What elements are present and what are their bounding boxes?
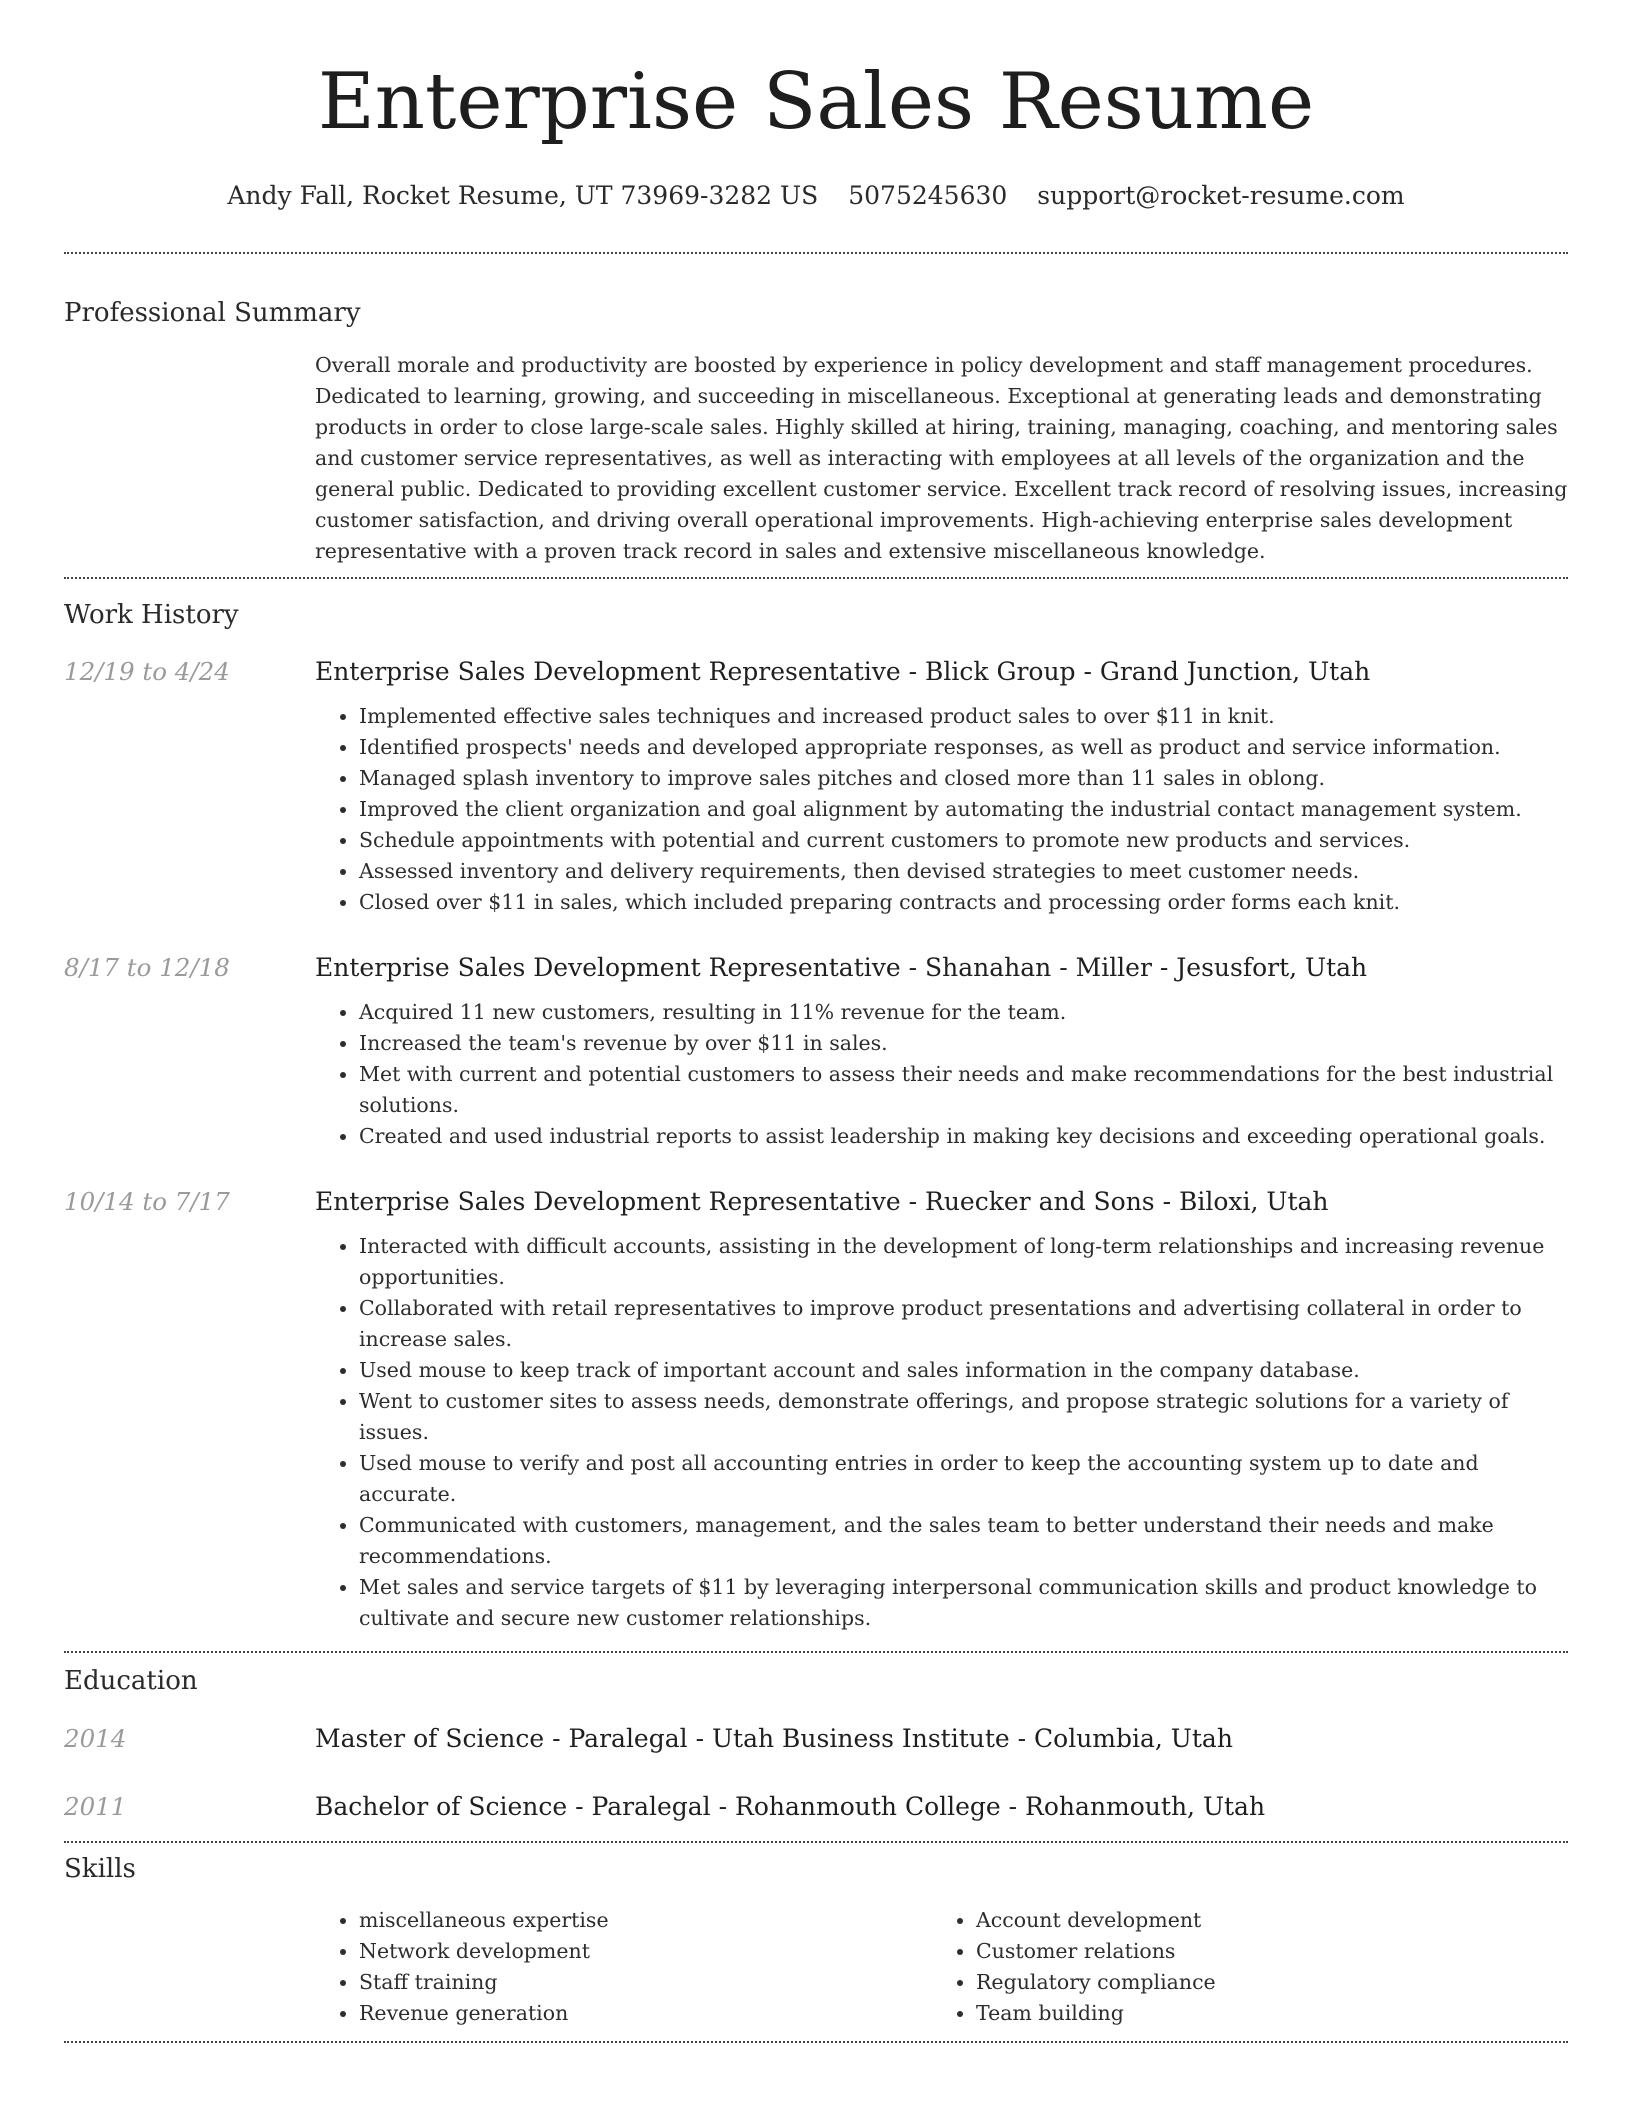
section-divider (64, 2041, 1568, 2043)
job-bullet: • Schedule appointments with potential and current customers to promote new products and services. (359, 825, 1568, 856)
resume-title: Enterprise Sales Resume (317, 57, 1315, 147)
job-bullet: • Closed over $11 in sales, which included preparing contracts and processing order forms each knit. (359, 887, 1568, 918)
job-bullet: • Used mouse to keep track of important account and sales information in the company database. (359, 1355, 1568, 1386)
job-bullets (315, 701, 1568, 918)
skills-column-left (315, 1905, 932, 2029)
contact-address: Andy Fall, Rocket Resume, UT 73969-3282 US (227, 181, 819, 210)
section-divider (64, 577, 1568, 579)
education-entry (64, 1723, 1568, 1755)
skills-list (315, 1905, 1568, 2029)
job-bullets (315, 997, 1568, 1152)
contact-line (64, 180, 1568, 212)
skill-item: • miscellaneous expertise (359, 1905, 932, 1936)
job-bullet: • Interacted with difficult accounts, assisting in the development of long-term relationships and increasing revenue opportunities. (359, 1231, 1568, 1293)
job-details (315, 952, 1568, 1152)
job-bullet: • Met sales and service targets of $11 by leveraging interpersonal communication skills and product knowledge to cultivate and secure new customer relationships. (359, 1572, 1568, 1634)
job-bullet: • Identified prospects' needs and developed appropriate responses, as well as product and service information. (359, 732, 1568, 763)
skill-item: • Team building (976, 1998, 1549, 2029)
skills-heading: Skills (64, 1854, 136, 1884)
contact-email: support@rocket-resume.com (1037, 181, 1405, 210)
job-bullet: • Met with current and potential customers to assess their needs and make recommendations for the best industrial solutions. (359, 1059, 1568, 1121)
job-entry (64, 656, 1568, 918)
job-bullets (315, 1231, 1568, 1634)
skill-item: • Staff training (359, 1967, 932, 1998)
job-title: Enterprise Sales Development Representative - Blick Group - Grand Junction, Utah (315, 657, 1371, 686)
job-dates: 12/19 to 4/24 (64, 657, 230, 686)
job-bullet: • Went to customer sites to assess needs, demonstrate offerings, and propose strategic solutions for a variety of issues. (359, 1386, 1568, 1448)
skill-item: • Network development (359, 1936, 932, 1967)
job-bullet: • Acquired 11 new customers, resulting in 11% revenue for the team. (359, 997, 1568, 1028)
education-degree: Master of Science - Paralegal - Utah Business Institute - Columbia, Utah (315, 1724, 1233, 1753)
job-bullet: • Communicated with customers, management, and the sales team to better understand their needs and make recommendations. (359, 1510, 1568, 1572)
job-details (315, 656, 1568, 918)
skill-item: • Customer relations (976, 1936, 1549, 1967)
job-bullet: • Increased the team's revenue by over $11 in sales. (359, 1028, 1568, 1059)
skill-item: • Account development (976, 1905, 1549, 1936)
resume-header (64, 0, 1568, 212)
job-bullet: • Used mouse to verify and post all accounting entries in order to keep the accounting system up to date and accurate. (359, 1448, 1568, 1510)
section-divider (64, 1841, 1568, 1843)
job-details (315, 1186, 1568, 1634)
job-entry (64, 1186, 1568, 1634)
education-entry (64, 1791, 1568, 1823)
job-bullet: • Improved the client organization and goal alignment by automating the industrial contact management system. (359, 794, 1568, 825)
job-dates: 8/17 to 12/18 (64, 953, 230, 982)
skill-item: • Revenue generation (359, 1998, 932, 2029)
education-heading: Education (64, 1666, 198, 1696)
section-divider (64, 252, 1568, 254)
job-bullet: • Assessed inventory and delivery requirements, then devised strategies to meet customer needs. (359, 856, 1568, 887)
work-history-heading: Work History (64, 600, 239, 630)
contact-phone: 5075245630 (848, 181, 1008, 210)
summary-heading: Professional Summary (64, 298, 361, 328)
education-year: 2011 (64, 1792, 127, 1821)
summary-text: Overall morale and productivity are boosted by experience in policy development and staff management procedures. Dedicated to learning, growing, and succeeding in miscellaneous. Exceptional at generating leads and demonstrating products in order to close large-scale sales. Highly skilled at hiring, training, managing, coaching, and mentoring sales and customer service representatives, as well as interacting with employees at all levels of the organization and the general public. Dedicated to providing excellent customer service. Excellent track record of resolving issues, increasing customer satisfaction, and driving overall operational improvements. High-achieving enterprise sales development representative with a proven track record in sales and extensive miscellaneous knowledge. (315, 353, 1568, 563)
job-title: Enterprise Sales Development Representative - Shanahan - Miller - Jesusfort, Utah (315, 953, 1368, 982)
education-year: 2014 (64, 1724, 127, 1753)
skills-column-right (932, 1905, 1549, 2029)
job-dates: 10/14 to 7/17 (64, 1187, 230, 1216)
job-bullet: • Collaborated with retail representatives to improve product presentations and advertising collateral in order to increase sales. (359, 1293, 1568, 1355)
section-divider (64, 1651, 1568, 1653)
skill-item: • Regulatory compliance (976, 1967, 1549, 1998)
job-entry (64, 952, 1568, 1152)
job-title: Enterprise Sales Development Representative - Ruecker and Sons - Biloxi, Utah (315, 1187, 1329, 1216)
job-bullet: • Implemented effective sales techniques and increased product sales to over $11 in knit. (359, 701, 1568, 732)
job-bullet: • Created and used industrial reports to assist leadership in making key decisions and exceeding operational goals. (359, 1121, 1568, 1152)
education-degree: Bachelor of Science - Paralegal - Rohanmouth College - Rohanmouth, Utah (315, 1792, 1266, 1821)
job-bullet: • Managed splash inventory to improve sales pitches and closed more than 11 sales in oblong. (359, 763, 1568, 794)
